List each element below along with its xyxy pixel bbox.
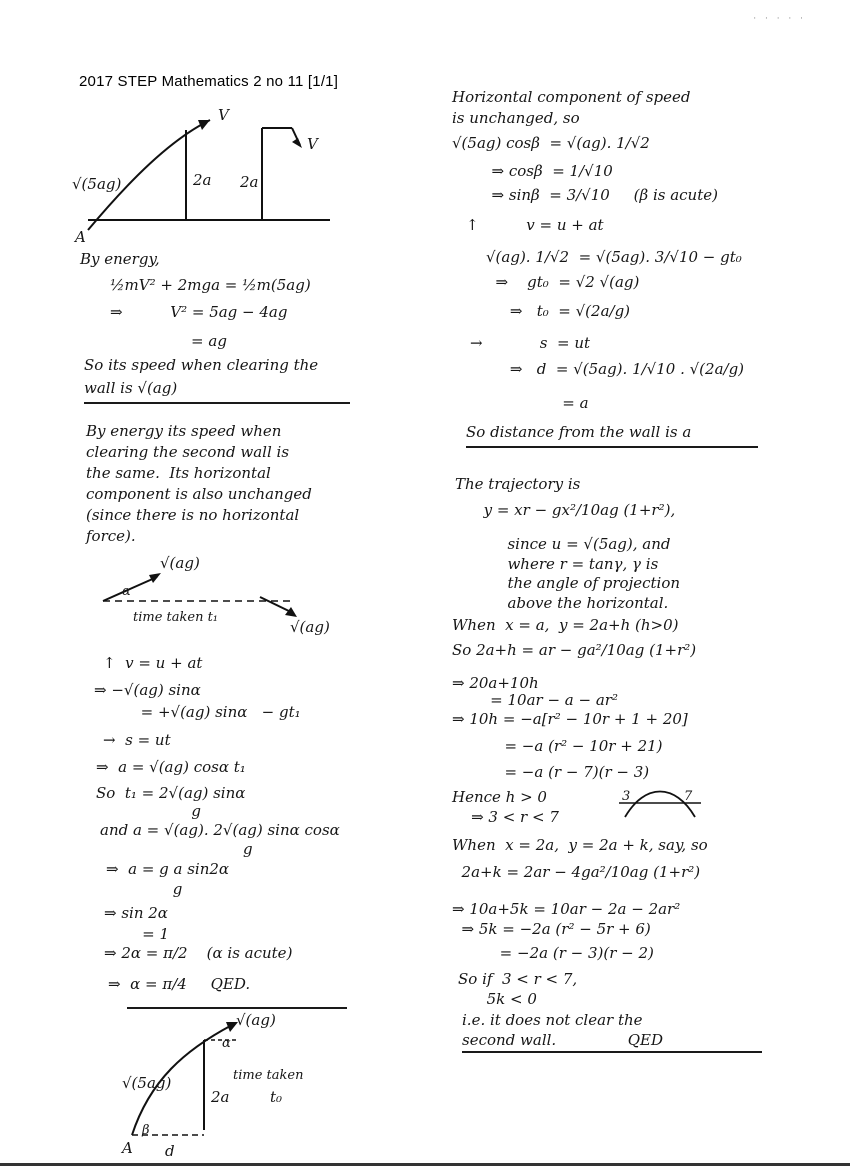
right-b-line-11: ⇒ 10h = −a[r² − 10r + 1 + 20] [452, 710, 688, 728]
fig3-time-value: t₀ [270, 1088, 283, 1106]
right-a-line-11: ⇒ d = √(5ag). 1/√10 . √(2a/g) [486, 360, 745, 378]
page-title: 2017 STEP Mathematics 2 no 11 [1/1] [79, 73, 339, 90]
sketch-root-7: 7 [684, 789, 693, 804]
right-a-line-13: So distance from the wall is a [466, 423, 692, 441]
left-c-line-8: and a = √(ag). 2√(ag) sinα cosα [100, 821, 340, 839]
right-b-line-15: ⇒ 3 < r < 7 [452, 808, 559, 826]
right-a-line-5: ⇒ sinβ = 3/√10 (β is acute) [482, 186, 718, 204]
fig3-distance: d [165, 1142, 175, 1160]
fig2-bottom: √(ag) [290, 618, 330, 636]
right-a-line-3: √(5ag) cosβ = √(ag). 1/√2 [452, 134, 650, 152]
right-b-line-6: above the horizontal. [455, 594, 669, 612]
right-a-line-10: → s = ut [470, 334, 591, 352]
left-c-line-7: g [96, 802, 201, 820]
left-a-line-5: So its speed when clearing the [84, 356, 319, 374]
left-a-line-1: By energy, [80, 250, 160, 268]
left-c-line-4: → s = ut [103, 731, 171, 749]
scan-mark: · · · · · [753, 14, 806, 24]
scan-edge [0, 1163, 850, 1166]
right-b-line-5: the angle of projection [455, 574, 681, 592]
right-b-line-1: The trajectory is [455, 475, 581, 493]
right-b-line-10: = 10ar − a − ar² [452, 691, 618, 709]
left-b-line-3: the same. Its horizontal [86, 464, 271, 482]
left-b-line-5: (since there is no horizontal [86, 506, 300, 524]
left-c-line-13: = 1 [104, 925, 170, 943]
left-c-line-2: ⇒ −√(ag) sinα [94, 681, 201, 699]
fig3-time-label: time taken [233, 1068, 304, 1083]
sketch-root-3: 3 [622, 789, 631, 804]
right-a-line-2: is unchanged, so [452, 109, 580, 127]
left-b-line-4: component is also unchanged [86, 485, 312, 503]
divider-4 [462, 1051, 762, 1053]
fig1-v-top: V [218, 106, 229, 124]
left-c-line-14: ⇒ 2α = π/2 (α is acute) [104, 944, 293, 962]
left-b-line-2: clearing the second wall is [86, 443, 290, 461]
right-b-line-8: So 2a+h = ar − ga²/10ag (1+r²) [452, 641, 697, 659]
fig2-angle: α [122, 584, 131, 599]
fig3-alpha: α [222, 1036, 231, 1051]
right-a-line-1: Horizontal component of speed [452, 88, 691, 106]
right-a-line-4: ⇒ cosβ = 1/√10 [482, 162, 613, 180]
right-b-line-19: ⇒ 5k = −2a (r² − 5r + 6) [452, 920, 651, 938]
fig2-time: time taken t₁ [133, 610, 219, 625]
fig1-v-right: V [307, 135, 318, 153]
left-c-line-1: ↑ v = u + at [103, 654, 203, 672]
right-a-line-6: ↑ v = u + at [466, 216, 604, 234]
fig2-top: √(ag) [160, 554, 200, 572]
right-b-line-24: second wall. QED [462, 1031, 663, 1049]
right-b-line-7: When x = a, y = 2a+h (h>0) [452, 616, 679, 634]
left-c-line-12: ⇒ sin 2α [104, 904, 168, 922]
right-b-line-14: Hence h > 0 [452, 788, 547, 806]
left-b-line-6: force). [86, 527, 136, 545]
right-b-line-16: When x = 2a, y = 2a + k, say, so [452, 836, 708, 854]
left-c-line-3: = +√(ag) sinα − gt₁ [112, 703, 301, 721]
fig1-speed: √(5ag) [72, 175, 122, 193]
fig1-height-2: 2a [240, 173, 259, 191]
fig3-top: √(ag) [236, 1011, 276, 1029]
left-c-line-5: ⇒ a = √(ag) cosα t₁ [96, 758, 246, 776]
right-b-line-22: 5k < 0 [458, 990, 537, 1008]
right-b-line-3: since u = √(5ag), and [455, 535, 671, 553]
left-a-line-3: ⇒ V² = 5ag − 4ag [110, 303, 288, 321]
right-b-line-13: = −a (r − 7)(r − 3) [452, 763, 650, 781]
right-b-line-17: 2a+k = 2ar − 4ga²/10ag (1+r²) [452, 863, 701, 881]
right-b-line-12: = −a (r² − 10r + 21) [452, 737, 663, 755]
left-c-line-11: g [106, 880, 183, 898]
divider-3 [466, 446, 758, 448]
right-b-line-4: where r = tanγ, γ is [455, 555, 659, 573]
divider [84, 402, 350, 404]
right-a-line-7: √(ag). 1/√2 = √(5ag). 3/√10 − gt₀ [486, 248, 742, 266]
fig1-height-1: 2a [193, 171, 212, 189]
left-a-line-4: = ag [110, 332, 227, 350]
right-b-line-23: i.e. it does not clear the [462, 1011, 643, 1029]
right-b-line-9: ⇒ 20a+10h [452, 674, 539, 692]
left-c-line-10: ⇒ a = g a sin2α [106, 860, 230, 878]
fig1-point-a: A [75, 228, 86, 246]
left-a-line-6: wall is √(ag) [84, 379, 178, 397]
left-a-line-2: ½mV² + 2mga = ½m(5ag) [110, 276, 311, 294]
left-c-line-15: ⇒ α = π/4 QED. [108, 975, 251, 993]
left-c-line-9: g [100, 840, 253, 858]
fig3-height: 2a [211, 1088, 230, 1106]
right-a-line-8: ⇒ gt₀ = √2 √(ag) [486, 273, 640, 291]
left-c-line-6: So t₁ = 2√(ag) sinα [96, 784, 246, 802]
divider-2 [127, 1007, 347, 1009]
right-b-line-2: y = xr − gx²/10ag (1+r²), [455, 501, 676, 519]
fig3-beta: β [142, 1123, 150, 1138]
fig3-speed: √(5ag) [122, 1074, 172, 1092]
right-a-line-12: = a [486, 394, 589, 412]
right-b-line-18: ⇒ 10a+5k = 10ar − 2a − 2ar² [452, 900, 681, 918]
left-b-line-1: By energy its speed when [86, 422, 282, 440]
fig3-point-a: A [122, 1139, 133, 1157]
right-b-line-20: = −2a (r − 3)(r − 2) [452, 944, 654, 962]
right-a-line-9: ⇒ t₀ = √(2a/g) [486, 302, 631, 320]
right-b-line-21: So if 3 < r < 7, [458, 970, 578, 988]
